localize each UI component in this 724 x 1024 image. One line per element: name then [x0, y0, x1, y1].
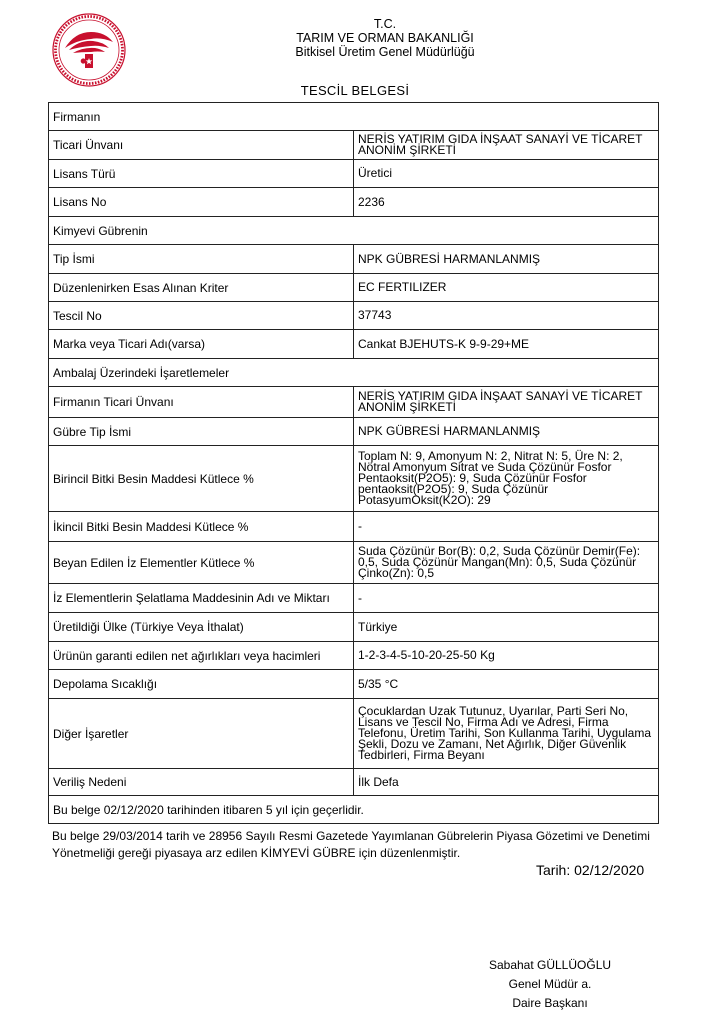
row-label: Lisans Türü — [49, 160, 354, 188]
table-row — [49, 330, 659, 359]
row-value: 2236 — [354, 188, 659, 217]
row-value: Türkiye — [354, 613, 659, 642]
signatory-department: Daire Başkanı — [512, 996, 588, 1010]
table-row — [49, 670, 659, 699]
row-label: Depolama Sıcaklığı — [49, 670, 354, 699]
section-row-fertilizer — [49, 217, 659, 245]
signatory-title: Genel Müdür a. — [508, 977, 592, 991]
regulation-footnote: Bu belge 29/03/2014 tarih ve 28956 Sayılı Resmi Gazetede Yayımlanan Gübrelerin Piyasa Gözetimi ve Denetimi Yönetmeliği gereği piyasaya arz edilen KİMYEVİ GÜBRE için düzenlenmiştir. — [52, 829, 650, 860]
table-row — [49, 245, 659, 274]
section-packaging: Ambalaj Üzerindeki İşaretlemeler — [49, 359, 659, 387]
issue-date: Tarih: 02/12/2020 — [536, 862, 645, 878]
section-row-firm — [49, 103, 659, 131]
row-label: Tip İsmi — [49, 245, 354, 274]
table-row — [49, 613, 659, 642]
table-row — [49, 642, 659, 670]
row-label: Ticari Ünvanı — [49, 131, 354, 160]
table-row — [49, 387, 659, 418]
row-value: Çocuklardan Uzak Tutunuz, Uyarılar, Parti Seri No, Lisans ve Tescil No, Firma Adı ve Adresi, Firma Telefonu, Üretim Tarihi, Son Kullanma Tarihi, Uygulama Şekli, Dozu ve Zamanı, Net Ağırlık, Diğer Güvenlik Tedbirleri, Firma Beyanı — [354, 699, 659, 769]
section-fertilizer: Kimyevi Gübrenin — [49, 217, 659, 245]
table-row — [49, 418, 659, 446]
table-row — [49, 699, 659, 769]
table-row — [49, 302, 659, 330]
row-label: Düzenlenirken Esas Alınan Kriter — [49, 274, 354, 302]
row-value: 1-2-3-4-5-10-20-25-50 Kg — [354, 642, 659, 670]
row-value: Üretici — [354, 160, 659, 188]
row-label: Diğer İşaretler — [49, 699, 354, 769]
signatory-name: Sabahat GÜLLÜOĞLU — [488, 958, 612, 972]
table-row — [49, 131, 659, 160]
row-value: Suda Çözünür Bor(B): 0,2, Suda Çözünür Demir(Fe): 0,5, Suda Çözünür Mangan(Mn): 0,5, Suda Çözünür Çinko(Zn): 0,5 — [354, 542, 659, 584]
row-label: Beyan Edilen İz Elementler Kütlece % — [49, 542, 354, 584]
row-value: NPK GÜBRESİ HARMANLANMIŞ — [354, 245, 659, 274]
header-line-directorate: Bitkisel Üretim Genel Müdürlüğü — [295, 45, 475, 59]
table-row — [49, 446, 659, 512]
registration-table — [48, 102, 659, 824]
row-label: İz Elementlerin Şelatlama Maddesinin Adı ve Miktarı — [49, 584, 354, 613]
table-row — [49, 274, 659, 302]
row-label: Veriliş Nedeni — [49, 769, 354, 796]
row-value: NERİS YATIRIM GIDA İNŞAAT SANAYİ VE TİCARET ANONİM ŞİRKETİ — [354, 387, 659, 418]
row-label: Üretildiği Ülke (Türkiye Veya İthalat) — [49, 613, 354, 642]
ministry-emblem-icon — [51, 12, 127, 88]
table-row — [49, 160, 659, 188]
row-value: İlk Defa — [354, 769, 659, 796]
row-label: Firmanın Ticari Ünvanı — [49, 387, 354, 418]
table-row — [49, 512, 659, 542]
document-title: TESCİL BELGESİ — [300, 83, 410, 98]
row-label: Tescil No — [49, 302, 354, 330]
row-label: İkincil Bitki Besin Maddesi Kütlece % — [49, 512, 354, 542]
row-value: - — [354, 512, 659, 542]
table-row — [49, 542, 659, 584]
row-label: Marka veya Ticari Adı(varsa) — [49, 330, 354, 359]
row-label: Ürünün garanti edilen net ağırlıkları veya hacimleri — [49, 642, 354, 670]
row-label: Lisans No — [49, 188, 354, 217]
table-row — [49, 769, 659, 796]
row-value: NPK GÜBRESİ HARMANLANMIŞ — [354, 418, 659, 446]
row-value: 37743 — [354, 302, 659, 330]
section-row-packaging — [49, 359, 659, 387]
row-value: NERİS YATIRIM GIDA İNŞAAT SANAYİ VE TİCARET ANONİM ŞİRKETİ — [354, 131, 659, 160]
header-line-tc: T.C. — [373, 17, 397, 31]
section-firm: Firmanın — [49, 103, 659, 131]
validity-row — [49, 796, 659, 824]
header-line-ministry: TARIM VE ORMAN BAKANLIĞI — [296, 31, 474, 45]
signature-block — [470, 956, 630, 1013]
row-value: 5/35 °C — [354, 670, 659, 699]
row-value: EC FERTILIZER — [354, 274, 659, 302]
row-label: Gübre Tip İsmi — [49, 418, 354, 446]
row-value: Cankat BJEHUTS-K 9-9-29+ME — [354, 330, 659, 359]
row-label: Birincil Bitki Besin Maddesi Kütlece % — [49, 446, 354, 512]
table-row — [49, 188, 659, 217]
row-value: Toplam N: 9, Amonyum N: 2, Nitrat N: 5, Üre N: 2, Nötral Amonyum Sitrat ve Suda Çözünür Fosfor Pentaoksit(P2O5): 9, Suda Çözünür Fosfor pentaoksit(P2O5): 9, Suda Çözünür PotasyumOksit(K2O): 29 — [354, 446, 659, 512]
table-row — [49, 584, 659, 613]
validity-text: Bu belge 02/12/2020 tarihinden itibaren 5 yıl için geçerlidir. — [49, 796, 659, 824]
row-value: - — [354, 584, 659, 613]
ministry-header — [230, 17, 540, 59]
